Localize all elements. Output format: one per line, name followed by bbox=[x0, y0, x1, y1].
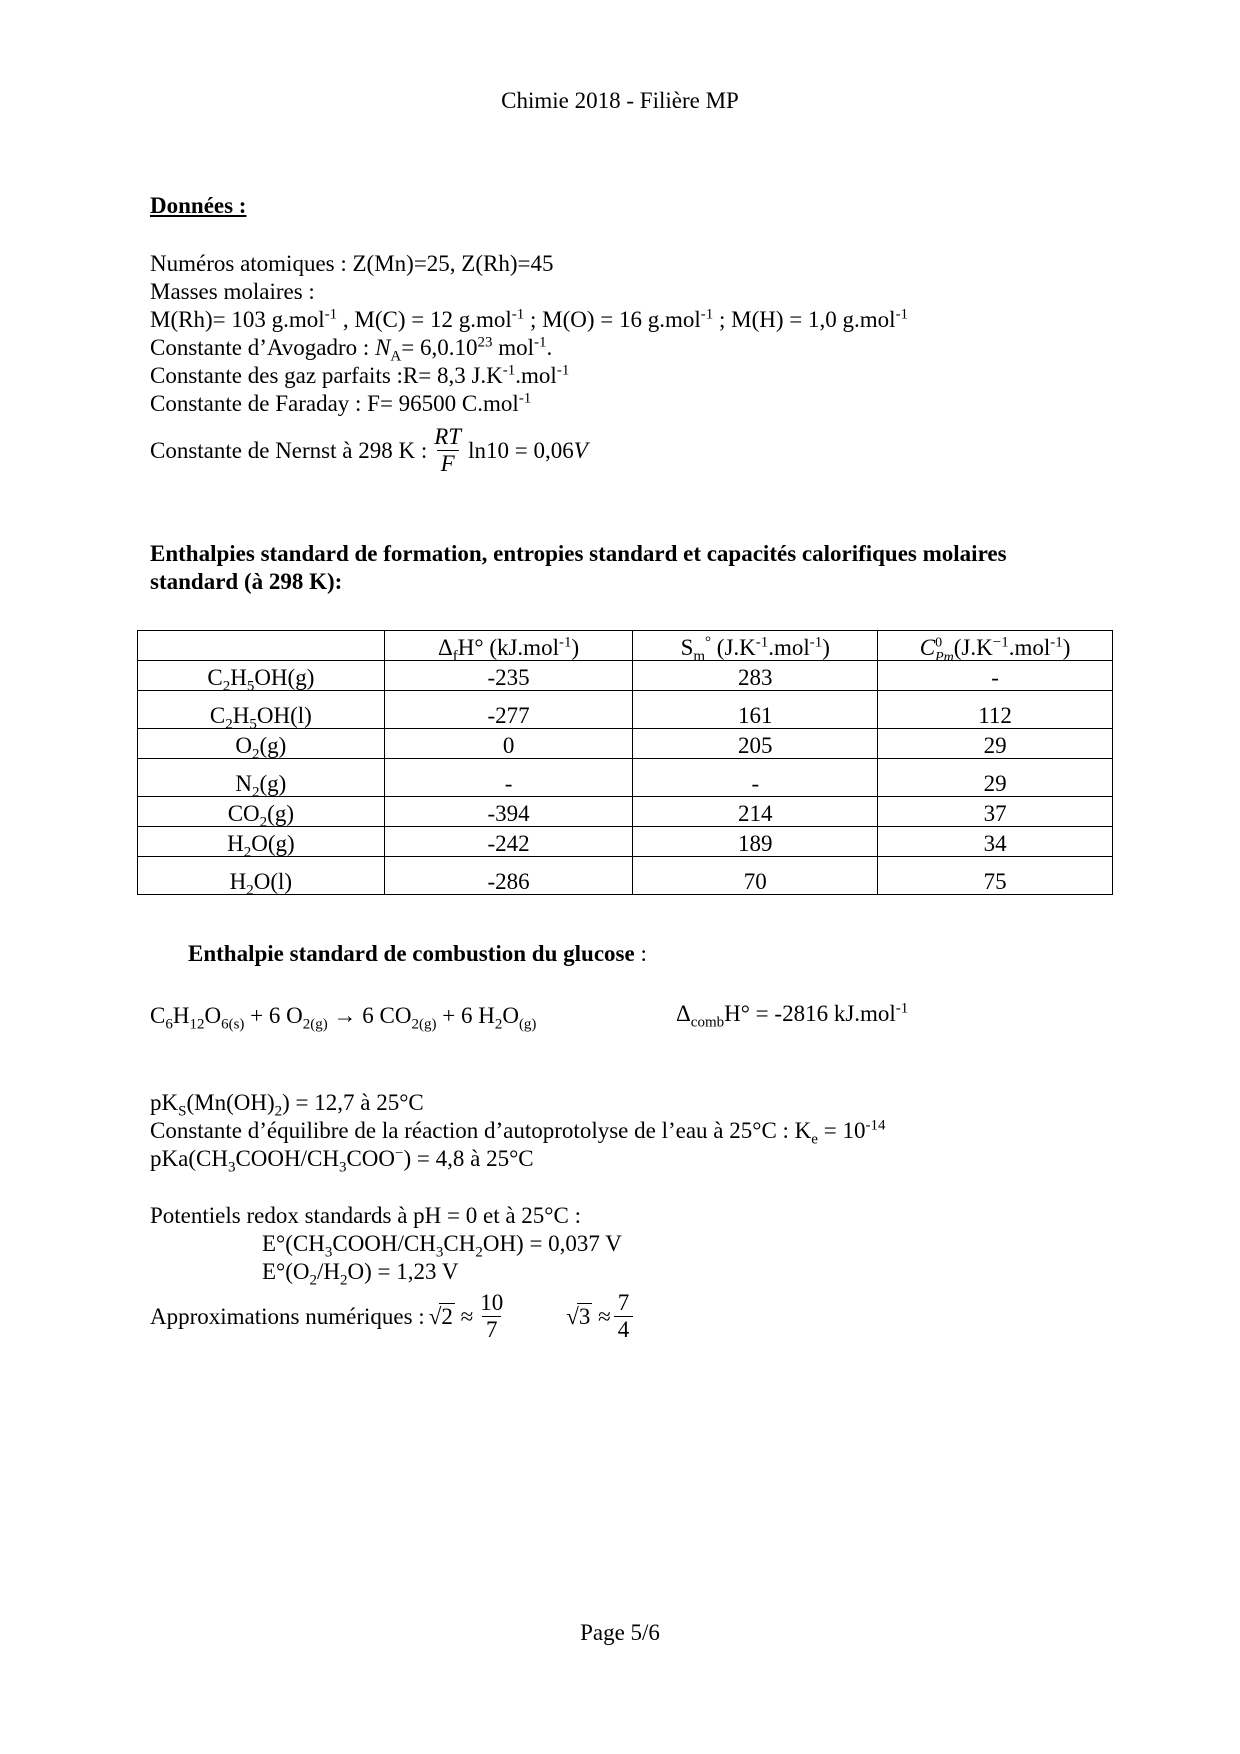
fraction-denominator: 4 bbox=[614, 1316, 634, 1343]
header-cpm: $C^0_{Pm}(J.K^{-1}.mol^{-1})$ bbox=[878, 631, 1113, 661]
fraction-numerator: 7 bbox=[617, 1290, 630, 1315]
dfh-cell: 0 bbox=[384, 729, 633, 759]
avogadro-line bbox=[150, 334, 553, 365]
page-footer: Page 5/6 bbox=[580, 1620, 660, 1645]
species-cell: $H_2O(l)$ bbox=[138, 857, 385, 895]
species-cell: $N_2(g)$ bbox=[138, 759, 385, 797]
mass-h: ; M(H) = 1,0 g.mol bbox=[713, 307, 896, 332]
approx2-fraction bbox=[614, 1290, 634, 1343]
fraction-denominator: 7 bbox=[482, 1316, 502, 1343]
species-cell: $C_2H_5OH(g)$ bbox=[138, 661, 385, 691]
redox-potential-2: $E^\circ(O_2/H_2O) = 1,23$ V bbox=[262, 1259, 459, 1289]
table-row bbox=[138, 691, 1113, 729]
cp-cell: 29 bbox=[878, 729, 1113, 759]
avogadro-dot: . bbox=[546, 335, 553, 360]
atomic-numbers-line: Numéros atomiques : Z(Mn)=25, Z(Rh)=45 bbox=[150, 251, 554, 276]
exp: -1 bbox=[556, 362, 570, 379]
pka-line: $pKa(CH_3COOH/CH_3COO^-) = 4,8$ à 25°C bbox=[150, 1145, 534, 1176]
s-cell: 189 bbox=[633, 827, 878, 857]
table-row bbox=[138, 759, 1113, 797]
exp: -1 bbox=[700, 306, 714, 323]
nernst-label: Constante de Nernst à 298 K : bbox=[150, 437, 428, 463]
avogadro-label: Constante d’Avogadro : bbox=[150, 335, 376, 360]
faraday-line bbox=[150, 391, 531, 417]
nernst-fraction bbox=[430, 424, 465, 477]
fraction-denominator: F bbox=[437, 450, 459, 477]
s-cell: 70 bbox=[633, 857, 878, 895]
sqrt3-radicand: 3 bbox=[578, 1304, 591, 1329]
table-title-line2: standard (à 298 K): bbox=[150, 569, 343, 594]
avogadro-exp: 23 bbox=[477, 334, 493, 351]
avogadro-unit: mol bbox=[492, 335, 535, 360]
table-row bbox=[138, 729, 1113, 759]
molar-masses-line bbox=[150, 307, 908, 333]
dfh-cell: -242 bbox=[384, 827, 633, 857]
table-row bbox=[138, 857, 1113, 895]
mass-c: , M(C) = 12 g.mol bbox=[337, 307, 512, 332]
table-row bbox=[138, 827, 1113, 857]
dfh-cell: -394 bbox=[384, 797, 633, 827]
dfh-cell: -286 bbox=[384, 857, 633, 895]
sqrt3-expression: √3 ≈ bbox=[566, 1304, 611, 1329]
species-cell: $H_2O(g)$ bbox=[138, 827, 385, 857]
molar-masses-label: Masses molaires : bbox=[150, 279, 315, 304]
mass-rh: M(Rh)= 103 g.mol bbox=[150, 307, 325, 332]
fraction-numerator: RT bbox=[434, 424, 462, 449]
gas-constant-text: Constante des gaz parfaits :R= 8,3 J.K bbox=[150, 363, 503, 388]
s-cell: 205 bbox=[633, 729, 878, 759]
approximations-line bbox=[150, 1290, 636, 1343]
exp: -1 bbox=[895, 306, 909, 323]
s-cell: 214 bbox=[633, 797, 878, 827]
nernst-line bbox=[150, 424, 588, 477]
species-cell: $C_2H_5OH(l)$ bbox=[138, 691, 385, 729]
dfh-cell: - bbox=[384, 759, 633, 797]
nernst-value: ln10 = 0,06 bbox=[468, 437, 574, 463]
sqrt2-radicand: 2 bbox=[441, 1304, 453, 1329]
avogadro-sub: A bbox=[390, 348, 402, 365]
cp-cell: 112 bbox=[878, 691, 1113, 729]
species-cell: $CO_2(g)$ bbox=[138, 797, 385, 827]
page-header: Chimie 2018 - Filière MP bbox=[501, 88, 739, 113]
gas-constant-unit: .mol bbox=[515, 363, 557, 388]
exp: -1 bbox=[534, 334, 547, 351]
table-row bbox=[138, 661, 1113, 691]
table-header-row bbox=[138, 631, 1113, 661]
approx-label: Approximations numériques : bbox=[150, 1303, 425, 1329]
header-empty bbox=[138, 631, 385, 661]
exp: -1 bbox=[324, 306, 338, 323]
avogadro-symbol: N bbox=[375, 335, 391, 360]
donnees-title: Données : bbox=[150, 193, 247, 218]
cp-cell: 37 bbox=[878, 797, 1113, 827]
redox-potential-1: $E^\circ(CH_3COOH/CH_3CH_2OH) = 0,037$ V bbox=[262, 1231, 622, 1261]
cp-cell: 75 bbox=[878, 857, 1113, 895]
nernst-unit: V bbox=[573, 437, 588, 463]
faraday-text: Constante de Faraday : F= 96500 C.mol bbox=[150, 391, 519, 416]
combustion-colon: : bbox=[634, 941, 647, 966]
avogadro-value: = 6,0.10 bbox=[401, 335, 478, 360]
cp-cell: 29 bbox=[878, 759, 1113, 797]
exp: -1 bbox=[518, 390, 532, 407]
dfh-cell: -235 bbox=[384, 661, 633, 691]
table-row bbox=[138, 797, 1113, 827]
s-cell: 161 bbox=[633, 691, 878, 729]
s-cell: - bbox=[633, 759, 878, 797]
fraction-numerator: 10 bbox=[480, 1290, 504, 1315]
table-title-line1: Enthalpies standard de formation, entropies standard et capacités calorifiques molaires bbox=[150, 541, 1007, 566]
header-dfh: $\Delta_fH^\circ$ (kJ.mol$^{-1}$) bbox=[384, 631, 633, 661]
combustion-value: $\Delta_{comb}H^\circ = -2816$ kJ.mol$^{-1}$ bbox=[676, 1000, 909, 1031]
dfh-cell: -277 bbox=[384, 691, 633, 729]
sqrt2-expression: √2 ≈ bbox=[428, 1304, 474, 1329]
redox-title: Potentiels redox standards à pH = 0 et à 25°C : bbox=[150, 1203, 581, 1228]
cp-cell: 34 bbox=[878, 827, 1113, 857]
thermo-data-table bbox=[137, 630, 1113, 899]
cp-cell: - bbox=[878, 661, 1113, 691]
ke-line: Constante d’équilibre de la réaction d’autoprotolyse de l’eau à 25°C : $K_e = 10^{-14}$ bbox=[150, 1117, 886, 1148]
pks-line: $pK_S(Mn(OH)_2) = 12,7$ à 25°C bbox=[150, 1090, 424, 1120]
combustion-title-line bbox=[188, 941, 647, 967]
combustion-title: Enthalpie standard de combustion du glucose bbox=[188, 941, 635, 966]
s-cell: 283 bbox=[633, 661, 878, 691]
exp: -1 bbox=[511, 306, 525, 323]
gas-constant-line bbox=[150, 363, 569, 389]
mass-o: ; M(O) = 16 g.mol bbox=[524, 307, 701, 332]
exp: -1 bbox=[502, 362, 516, 379]
approx1-fraction bbox=[476, 1290, 507, 1343]
combustion-equation: $C_6H_{12}O_{6(s)} + 6$ $O_{2(g)} \to 6$ $CO_{2(g)} + 6$ $H_2O_{(g)}$ bbox=[150, 1003, 537, 1033]
header-sm: $S_m^\circ$ $(J.K^{-1}.mol^{-1})$ bbox=[633, 631, 878, 661]
species-cell: $O_2(g)$ bbox=[138, 729, 385, 759]
